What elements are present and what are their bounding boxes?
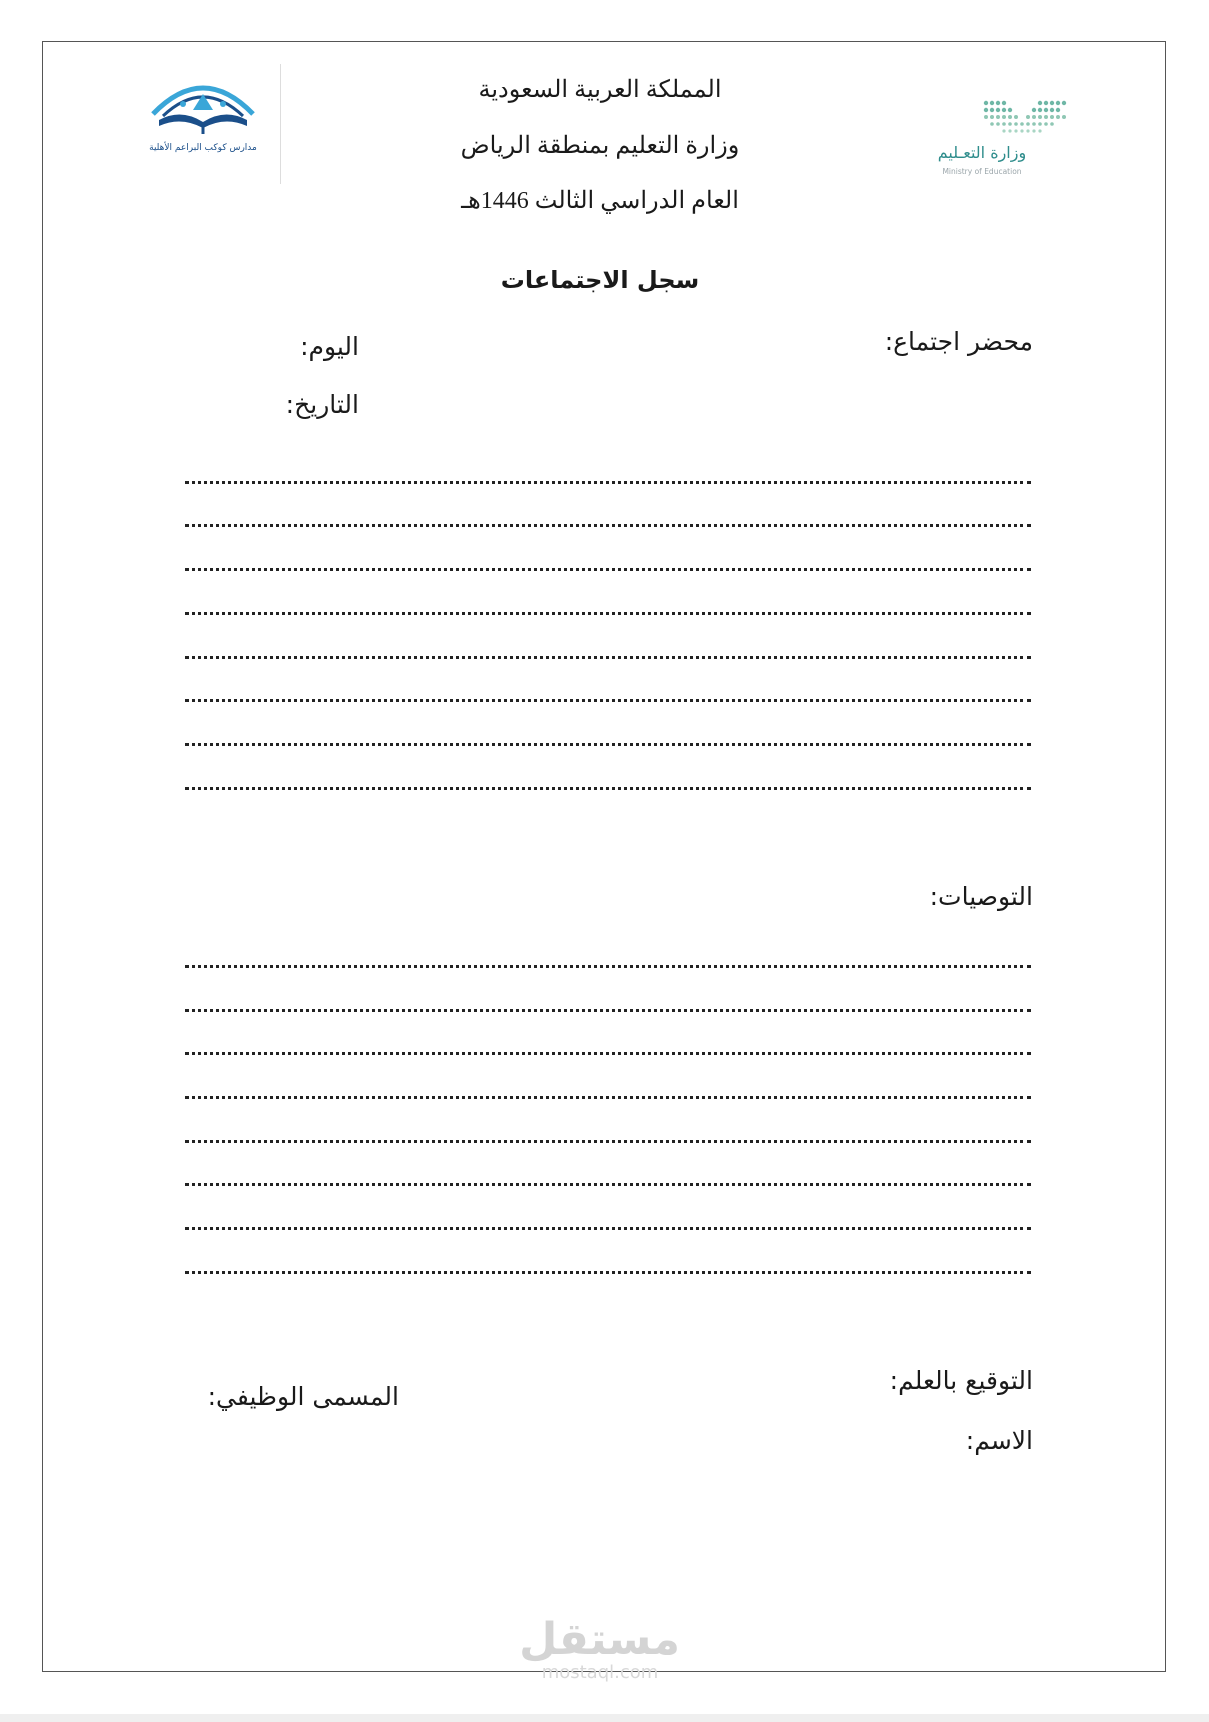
minutes-line[interactable] bbox=[185, 612, 1031, 615]
acknowledged-signature-label: التوقيع بالعلم: bbox=[889, 1366, 1033, 1395]
minutes-line[interactable] bbox=[185, 699, 1031, 702]
minutes-line[interactable] bbox=[185, 524, 1031, 527]
school-name-text: مدارس كوكب البراعم الأهلية bbox=[149, 143, 257, 153]
open-book-icon bbox=[131, 64, 275, 142]
ministry-of-education-logo bbox=[930, 95, 1080, 185]
date-label: التاريخ: bbox=[285, 390, 359, 419]
school-logo bbox=[131, 64, 281, 184]
minutes-line[interactable] bbox=[185, 568, 1031, 571]
header-academic-year: العام الدراسي الثالث 1446هـ bbox=[461, 188, 739, 214]
recommendation-line[interactable] bbox=[185, 1183, 1031, 1186]
recommendation-line[interactable] bbox=[185, 1271, 1031, 1274]
name-label: الاسم: bbox=[965, 1426, 1033, 1455]
watermark-url: mostaql.com bbox=[541, 1662, 659, 1683]
ministry-name-en: Ministry of Education bbox=[942, 167, 1022, 176]
header-ministry-region: وزارة التعليم بمنطقة الرياض bbox=[460, 133, 740, 159]
minutes-line[interactable] bbox=[185, 743, 1031, 746]
recommendation-line[interactable] bbox=[185, 1052, 1031, 1055]
header-country: المملكة العربية السعودية bbox=[478, 77, 722, 103]
form-title: سجل الاجتماعات bbox=[500, 266, 700, 294]
meeting-minutes-label: محضر اجتماع: bbox=[884, 327, 1033, 356]
job-title-label: المسمى الوظيفي: bbox=[207, 1382, 399, 1411]
ministry-name-ar: وزارة التعـليم bbox=[937, 143, 1027, 162]
day-label: اليوم: bbox=[300, 332, 359, 361]
recommendation-line[interactable] bbox=[185, 1140, 1031, 1143]
recommendation-line[interactable] bbox=[185, 1227, 1031, 1230]
watermark-logo-text: مستقل bbox=[519, 1614, 680, 1665]
ministry-dots-icon bbox=[930, 95, 1080, 145]
minutes-line[interactable] bbox=[185, 481, 1031, 484]
minutes-line[interactable] bbox=[185, 787, 1031, 790]
recommendation-line[interactable] bbox=[185, 1096, 1031, 1099]
recommendation-line[interactable] bbox=[185, 965, 1031, 968]
recommendation-line[interactable] bbox=[185, 1009, 1031, 1012]
minutes-line[interactable] bbox=[185, 656, 1031, 659]
recommendations-label: التوصيات: bbox=[929, 882, 1033, 911]
